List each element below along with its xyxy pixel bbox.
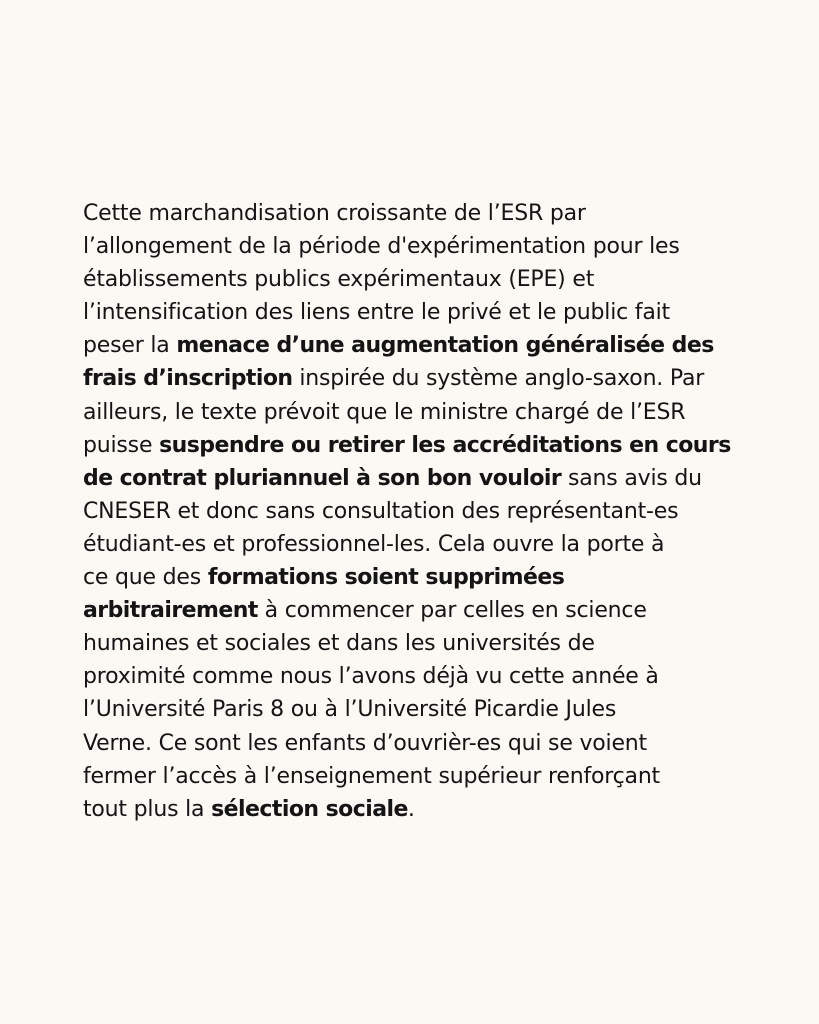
- text-line: [83, 693, 763, 726]
- text-line: [83, 429, 763, 462]
- text-line: [83, 329, 763, 362]
- bold-emphasis: sélection sociale: [211, 796, 408, 822]
- text-line: [83, 362, 763, 395]
- text-run: proximité comme nous l’avons déjà vu cette année à: [83, 664, 659, 690]
- text-line: [83, 660, 763, 693]
- text-line: [83, 727, 763, 760]
- bold-emphasis: arbitrairement: [83, 598, 258, 624]
- bold-emphasis: de contrat pluriannuel à son bon vouloir: [83, 465, 562, 491]
- text-line: [83, 594, 763, 627]
- text-line: [83, 230, 763, 263]
- text-run: fermer l’accès à l’enseignement supérieur renforçant: [83, 763, 660, 789]
- bold-emphasis: formations soient supprimées: [207, 565, 565, 591]
- text-line: [83, 263, 763, 296]
- text-run: inspirée du système anglo-saxon. Par: [292, 366, 705, 392]
- article-paragraph: [83, 197, 763, 826]
- text-run: humaines et sociales et dans les universités de: [83, 631, 595, 657]
- text-line: [83, 396, 763, 429]
- text-run: Verne. Ce sont les enfants d’ouvrièr-es qui se voient: [83, 730, 647, 756]
- text-run: peser la: [83, 333, 177, 359]
- text-line: [83, 793, 763, 826]
- text-run: Cette marchandisation croissante de l’ESR par: [83, 201, 586, 226]
- text-line: [83, 528, 763, 561]
- text-line: [83, 296, 763, 329]
- text-run: l’Université Paris 8 ou à l’Université Picardie Jules: [83, 697, 617, 723]
- text-run: étudiant-es et professionnel-les. Cela ouvre la porte à: [83, 531, 665, 557]
- text-run: l’allongement de la période d'expérimentation pour les: [83, 234, 680, 260]
- text-line: [83, 760, 763, 793]
- text-line: [83, 561, 763, 594]
- text-run: CNESER et donc sans consultation des représentant-es: [83, 498, 679, 524]
- text-run: ailleurs, le texte prévoit que le ministre chargé de l’ESR: [83, 399, 686, 425]
- text-run: établissements publics expérimentaux (EPE) et: [83, 267, 595, 293]
- text-run: puisse: [83, 432, 160, 458]
- bold-emphasis: suspendre ou retirer les accréditations en cours: [159, 432, 731, 458]
- text-line: [83, 495, 763, 528]
- text-run: tout plus la: [83, 796, 212, 822]
- bold-emphasis: frais d’inscription: [83, 366, 293, 392]
- text-line: [83, 197, 763, 230]
- text-run: ce que des: [83, 565, 208, 591]
- text-line: [83, 627, 763, 660]
- text-line: [83, 462, 763, 495]
- text-run: à commencer par celles en science: [257, 598, 647, 624]
- bold-emphasis: menace d’une augmentation généralisée des: [176, 333, 714, 359]
- text-run: l’intensification des liens entre le privé et le public fait: [83, 300, 670, 326]
- text-run: .: [407, 796, 415, 822]
- text-run: sans avis du: [561, 465, 702, 491]
